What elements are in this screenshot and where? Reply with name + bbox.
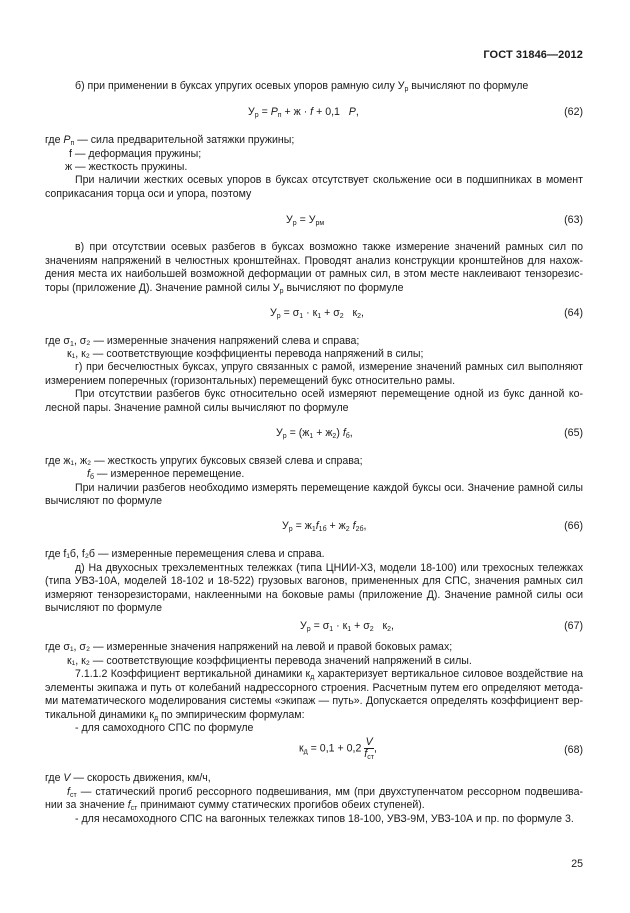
text-line: торы (приложение Д). Значение рамной силы $У_р$ вычисляют по формуле [45,282,404,295]
formula-65: $У_р = (ж_1 + ж_2)$ $f_б$, [276,427,353,440]
text-line: измеряют тензорезисторами, наклеенными на боковые рамы (приложение Д). Значение рамной силы оси [45,589,583,601]
text-line: ж — жесткость пружины. [65,161,188,173]
text-line: где $P_п$ — сила предварительной затяжки пружины; [45,134,295,147]
formula-63: $У_р = У_{рм}$ [286,214,325,227]
document-code-header: ГОСТ 31846—2012 [483,49,583,61]
text-line: При наличии разбегов необходимо измерять перемещение каждой буксы оси. Значение рамной силы [75,482,583,494]
text-line: При отсутствии разбегов букс относительно осей измеряют перемещение одной из букс данной ко- [75,388,583,400]
text-line: где f₁б, f₂б — измеренные перемещения слева и справа. [45,548,325,560]
formula-number: (65) [564,427,583,439]
formula-66: $У_р = ж_1f_{1б} + ж_2$ $f_{2б}$, [282,520,367,533]
formula-67: $У_р = \sigma_1 \cdot к_1 + \sigma_2$ $к_2$, [300,620,394,633]
formula-64: $У_р = \sigma_1 \cdot к_1 + \sigma_2$ $к_2$, [270,307,364,320]
formula-number: (67) [564,620,583,632]
formula-number: (63) [564,214,583,226]
text-line: - для несамоходного СПС на вагонных тележках типов 18-100, УВЗ-9М, УВЗ-10А и пр. по формуле 3. [75,813,574,825]
text-line: нии за значение $f_{ст}$ принимают сумму статических прогибов обеих ступеней). [45,799,425,812]
formula-number: (68) [564,744,583,756]
text-line: $f_{ст}$ — статический прогиб рессорного подвешивания, мм (при двухступенчатом рессорном подвешива- [67,786,583,799]
text-line: измерением поперечных (горизонтальных) перемещений букс относительно рамы. [45,375,456,387]
text-line: дения места их наибольшей возможной деформации от рамных сил, в этом месте наклеивают тензорезис- [45,268,583,280]
text-line: к₁, к₂ — соответствующие коэффициенты перевода напряжений в силы; [67,348,424,360]
text-line: 7.1.1.2 Коэффициент вертикальной динамики $к_д$ характеризует вертикальное силовое воздействие на [75,668,583,681]
text-line: значениям напряжений в челюстных кронштейнах. Проводят анализ конструкции кронштейнов для нахож- [45,255,583,267]
text-line: где $\sigma_1$, σ₂ — измеренные значения напряжений слева и справа; [45,335,360,348]
text-line: вычисляют по формуле [45,495,163,507]
formula-62: $У_р = P_п + ж \cdot f + 0,1$ P, [248,106,359,119]
text-line: б) при применении в буксах упругих осевых упоров рамную силу $У_р$ вычисляют по формуле [75,80,529,93]
text-line: $f_б$ — измеренное перемещение. [87,468,245,481]
formula-number: (64) [564,307,583,319]
text-line: элементы экипажа и путь от колебаний надрессорного строения. Расчетным путем его определяют метода- [45,682,583,694]
text-line: где σ₁, σ₂ — измеренные значения напряжений на левой и правой боковых рамах; [45,641,453,653]
text-line: При наличии жестких осевых упоров в буксах отсутствует скольжение оси в подшипниках в момент [75,174,583,186]
formula-number: (66) [564,520,583,532]
text-line: ми математического моделирования системы «экипаж — путь». Допускается определять коэффициент вер- [45,695,583,707]
text-line: где V — скорость движения, км/ч, [45,772,211,784]
text-line: где ж₁, ж₂ — жесткость упругих буксовых связей слева и справа; [45,455,363,467]
text-line: к₁, к₂ — соответствующие коэффициенты перевода значений напряжений в силы. [67,655,472,667]
text-line: в) при отсутствии осевых разбегов в буксах возможно также измерение значений рамных сил по [75,241,583,253]
text-line: д) На двухосных трехэлементных тележках (типа ЦНИИ-Х3, модели 18-100) или трехосных тележках [75,562,583,574]
text-line: - для самоходного СПС по формуле [75,722,254,734]
text-line: г) при бесчелюстных буксах, упруго связанных с рамой, измерение значений рамных сил выполняют [75,361,583,373]
text-line: вычисляют по формуле [45,602,163,614]
text-line: f — деформация пружины; [69,148,202,160]
formula-68: $к_д = 0,1 + 0,2$ $\frac{V}{f_{ст}}$ , [299,736,377,761]
formula-number: (62) [564,106,583,118]
text-line: соприкасания торца оси и упора, поэтому [45,188,252,200]
text-line: (типа УВЗ-10А, моделей 18-102 и 18-522) грузовых вагонов, примененных для СПС, значения рамных сил [45,575,583,587]
page-number: 25 [571,858,583,870]
text-line: тикальной динамики $к_д$ по эмпирическим формулам: [45,709,305,722]
text-line: лесной пары. Значение рамной силы вычисляют по формуле [45,402,349,414]
